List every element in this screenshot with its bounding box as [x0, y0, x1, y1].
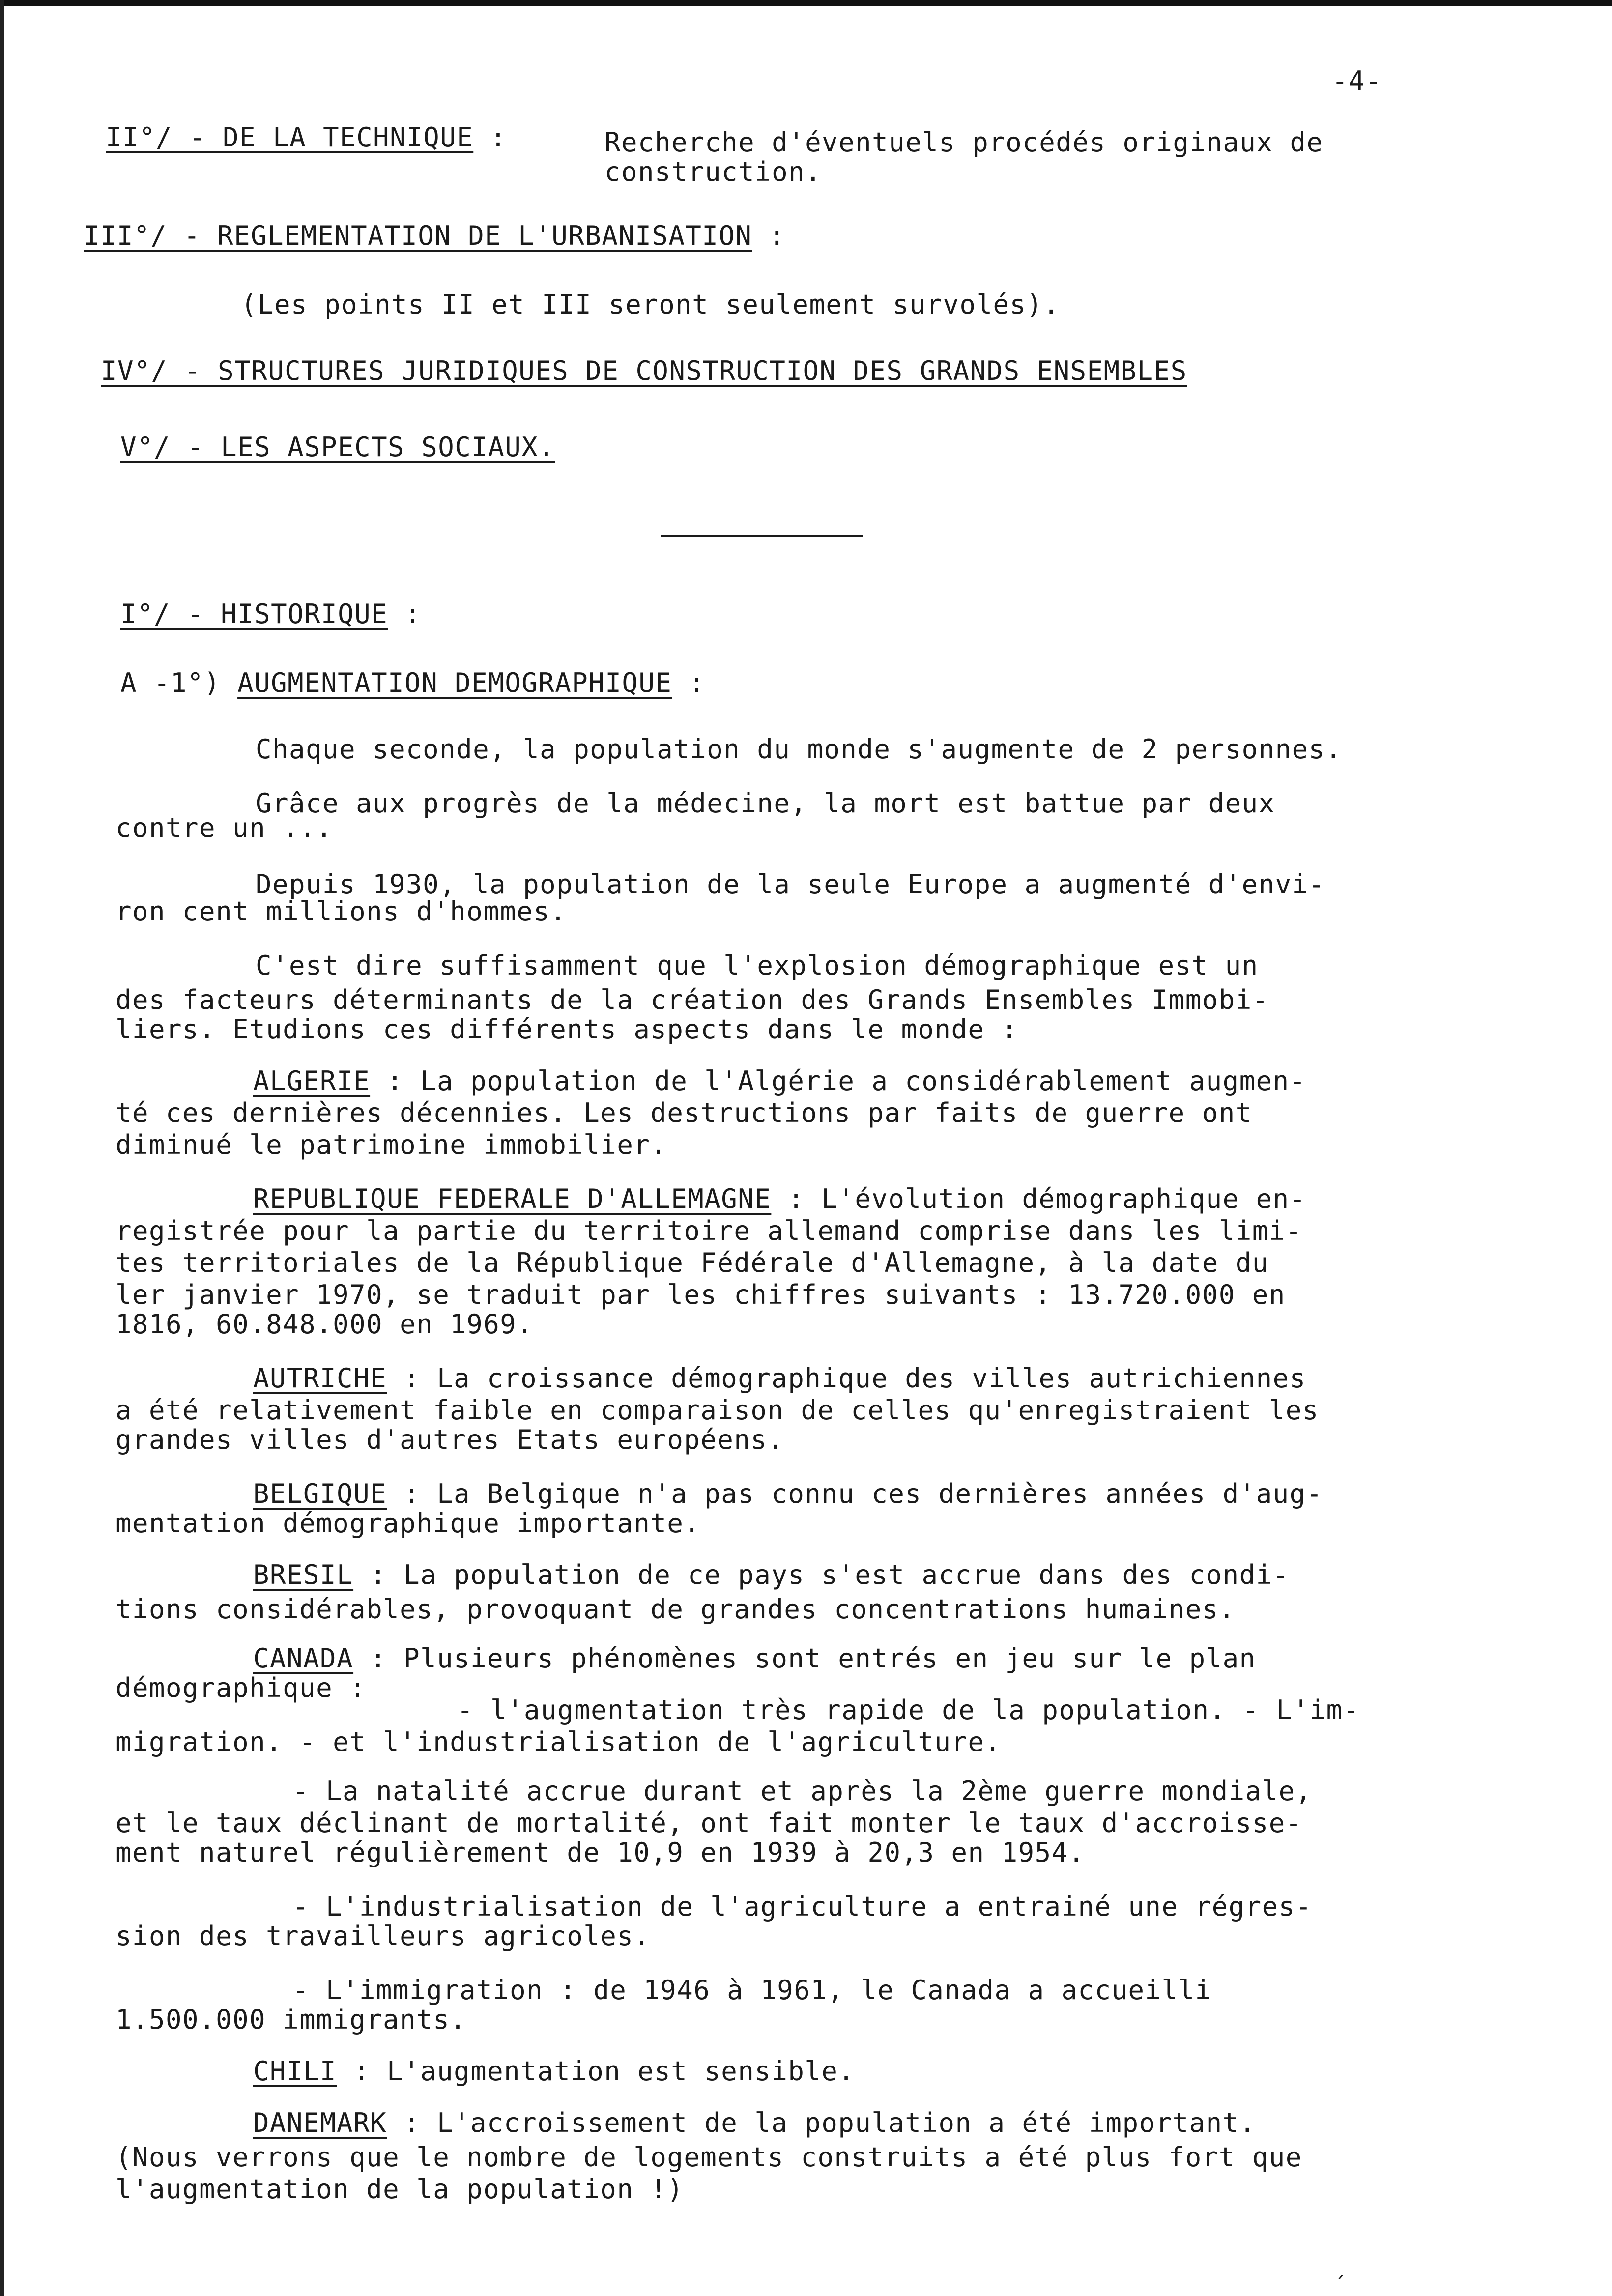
subsection-a-heading: A -1°) AUGMENTATION DEMOGRAPHIQUE : [120, 667, 706, 698]
rfa-line-4: ler janvier 1970, se traduit par les chiffres suivants : 13.720.000 en [115, 1279, 1286, 1310]
section-4-title: IV°/ - STRUCTURES JURIDIQUES DE CONSTRUCTION DES GRANDS ENSEMBLES [101, 355, 1187, 386]
section-2-title: II°/ - DE LA TECHNIQUE [106, 122, 474, 153]
algerie-line-1: ALGERIE : La population de l'Algérie a considérablement augmen- [253, 1065, 1306, 1096]
section-1-heading: I°/ - HISTORIQUE : [120, 599, 422, 630]
page-border-top [0, 0, 1612, 6]
belgique-name: BELGIQUE [253, 1478, 387, 1509]
canada-name: CANADA [253, 1643, 354, 1674]
section-2-text-2: construction. [604, 156, 822, 187]
section-2-text-1: Recherche d'éventuels procédés originaux de [604, 127, 1324, 158]
canada-line-4: migration. - et l'industrialisation de l'agriculture. [115, 1726, 1002, 1757]
canada-industrialisation-line-1: - L'industrialisation de l'agriculture a entrainé une régres- [292, 1891, 1312, 1922]
canada-industrialisation-line-2: sion des travailleurs agricoles. [115, 1921, 651, 1952]
chili-name: CHILI [253, 2056, 337, 2087]
section-3-note: (Les points II et III seront seulement survolés). [241, 289, 1060, 320]
bresil-line-1: BRESIL : La population de ce pays s'est accrue dans des condi- [253, 1559, 1290, 1590]
autriche-line-3: grandes villes d'autres Etats européens. [115, 1424, 784, 1455]
intro-paragraph-4-line-1: C'est dire suffisamment que l'explosion démographique est un [256, 950, 1259, 981]
belgique-line-1: BELGIQUE : La Belgique n'a pas connu ces dernières années d'aug- [253, 1478, 1323, 1509]
intro-paragraph-4-line-2: des facteurs déterminants de la création des Grands Ensembles Immobi- [115, 984, 1269, 1015]
intro-paragraph-3-line-2: ron cent millions d'hommes. [115, 896, 567, 927]
chili-line-1: CHILI : L'augmentation est sensible. [253, 2056, 855, 2087]
autriche-line-2: a été relativement faible en comparaison de celles qu'enregistraient les [115, 1395, 1319, 1426]
autriche-line-1: AUTRICHE : La croissance démographique des villes autrichiennes [253, 1363, 1306, 1394]
canada-natalite-line-1: - La natalité accrue durant et après la 2ème guerre mondiale, [292, 1776, 1312, 1807]
intro-paragraph-1: Chaque seconde, la population du monde s'augmente de 2 personnes. [256, 734, 1342, 765]
danemark-line-3: l'augmentation de la population !) [115, 2174, 684, 2205]
canada-line-3: - l'augmentation très rapide de la population. - L'im- [457, 1694, 1360, 1725]
algerie-line-3: diminué le patrimoine immobilier. [115, 1129, 667, 1160]
bresil-name: BRESIL [253, 1559, 354, 1590]
section-2-heading: II°/ - DE LA TECHNIQUE : [106, 122, 507, 153]
algerie-name: ALGERIE [253, 1065, 371, 1096]
rfa-line-3: tes territoriales de la République Fédérale d'Allemagne, à la date du [115, 1247, 1269, 1278]
subsection-a-title: AUGMENTATION DEMOGRAPHIQUE [237, 667, 672, 698]
rfa-line-5: 1816, 60.848.000 en 1969. [115, 1309, 534, 1340]
section-5-heading [120, 432, 555, 462]
intro-paragraph-2-line-1: Grâce aux progrès de la médecine, la mort est battue par deux [256, 788, 1275, 819]
rfa-line-1: REPUBLIQUE FEDERALE D'ALLEMAGNE : L'évolution démographique en- [253, 1183, 1306, 1214]
intro-paragraph-3-line-1: Depuis 1930, la population de la seule Europe a augmenté d'envi- [256, 869, 1325, 900]
stray-ink-mark: ˏ [1334, 2253, 1348, 2278]
intro-paragraph-4-line-3: liers. Etudions ces différents aspects dans le monde : [115, 1014, 1018, 1045]
rfa-line-2: registrée pour la partie du territoire allemand comprise dans les limi- [115, 1215, 1302, 1246]
danemark-name: DANEMARK [253, 2107, 387, 2138]
algerie-line-2: té ces dernières décennies. Les destructions par faits de guerre ont [115, 1097, 1252, 1128]
section-5-title: V°/ - LES ASPECTS SOCIAUX. [120, 431, 555, 462]
canada-immigration-line-1: - L'immigration : de 1946 à 1961, le Canada a accueilli [292, 1975, 1212, 2006]
bresil-line-2: tions considérables, provoquant de grandes concentrations humaines. [115, 1594, 1236, 1625]
rfa-name: REPUBLIQUE FEDERALE D'ALLEMAGNE [253, 1183, 772, 1214]
canada-immigration-line-2: 1.500.000 immigrants. [115, 2004, 467, 2035]
belgique-line-2: mentation démographique importante. [115, 1508, 701, 1539]
danemark-line-1: DANEMARK : L'accroissement de la population a été important. [253, 2107, 1256, 2138]
canada-line-1: CANADA : Plusieurs phénomènes sont entrés en jeu sur le plan [253, 1643, 1256, 1674]
canada-natalite-line-2: et le taux déclinant de mortalité, ont fait monter le taux d'accroisse- [115, 1808, 1302, 1838]
section-1-title: I°/ - HISTORIQUE [120, 599, 388, 630]
page-border-left [0, 0, 4, 2296]
danemark-line-2: (Nous verrons que le nombre de logements construits a été plus fort que [115, 2142, 1302, 2173]
canada-line-2: démographique : [115, 1672, 367, 1703]
page-number: -4- [1332, 65, 1382, 96]
section-3-title: III°/ - REGLEMENTATION DE L'URBANISATION [84, 220, 752, 251]
separator-rule [661, 535, 863, 537]
intro-paragraph-2-line-2: contre un ... [115, 812, 333, 843]
section-4-heading [101, 356, 1187, 386]
section-3-heading: III°/ - REGLEMENTATION DE L'URBANISATION : [84, 220, 786, 251]
autriche-name: AUTRICHE [253, 1363, 387, 1394]
canada-natalite-line-3: ment naturel régulièrement de 10,9 en 1939 à 20,3 en 1954. [115, 1837, 1085, 1868]
